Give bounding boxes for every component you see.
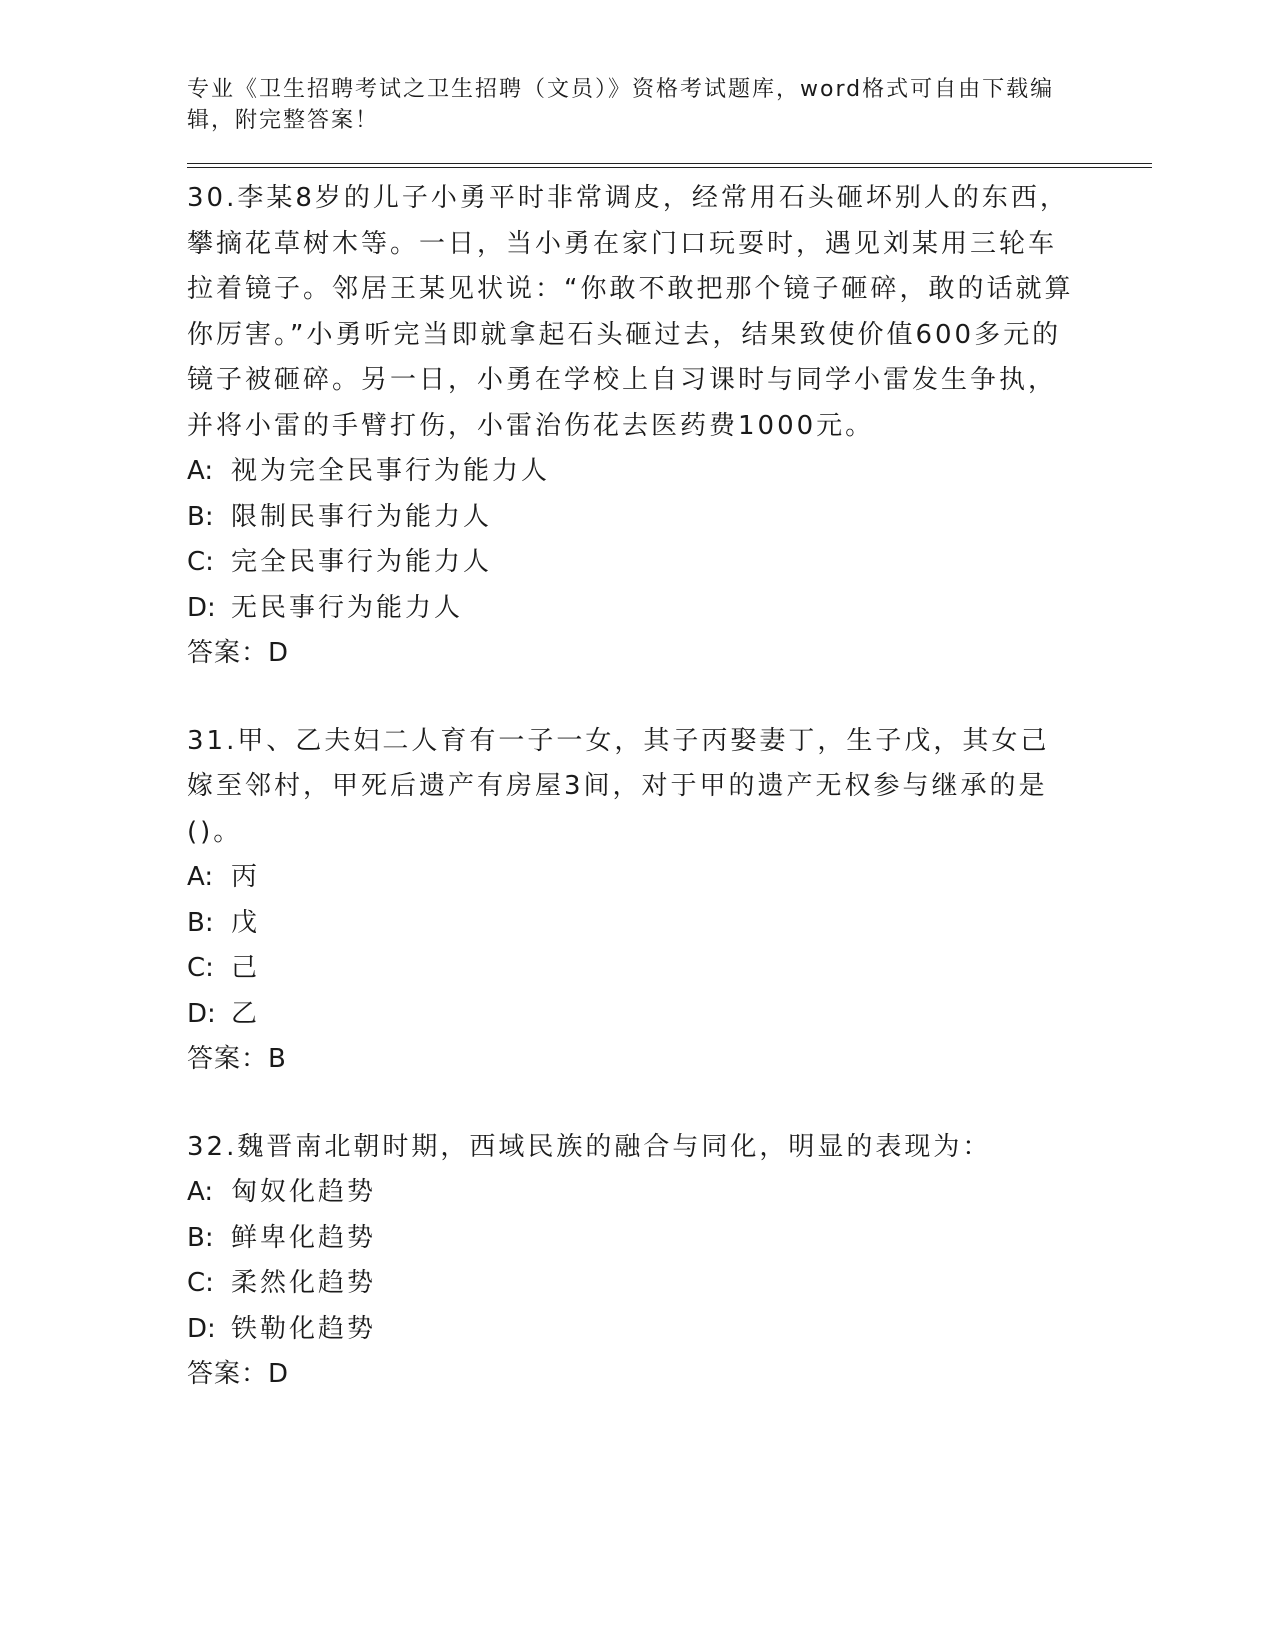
option-key: D:	[187, 998, 216, 1029]
option-text: 限制民事行为能力人	[231, 501, 493, 532]
question-stem: 30.李某8岁的儿子小勇平时非常调皮，经常用石头砸坏别人的东西，攀摘花草树木等。一日，当小勇在家门口玩耍时，遇见刘某用三轮车拉着镜子。邻居王某见状说：“你敢不敢把那个镜子砸碎，敢的话就算你厉害。”小勇听完当即就拿起石头砸过去，结果致使价值600多元的镜子被砸碎。另一日，小勇在学校上自习课时与同学小雷发生争执，并将小雷的手臂打伤，小雷治伤花去医药费1000元。	[187, 183, 1074, 441]
header-divider	[187, 163, 1152, 168]
option-a	[187, 449, 1152, 495]
option-key: B:	[187, 907, 214, 938]
option-text: 乙	[231, 998, 261, 1029]
option-key: A:	[187, 1177, 214, 1207]
option-key: C:	[187, 953, 214, 983]
option-key: B:	[187, 1222, 214, 1253]
option-text: 戊	[231, 907, 261, 938]
option-text: 匈奴化趋势	[231, 1177, 377, 1207]
option-c	[187, 1261, 1152, 1307]
option-b	[187, 495, 1152, 541]
option-text: 视为完全民事行为能力人	[231, 456, 551, 486]
document-page	[187, 74, 1152, 1398]
option-text: 己	[231, 953, 261, 983]
option-text: 鲜卑化趋势	[231, 1222, 377, 1253]
option-key: C:	[187, 1268, 214, 1298]
question-stem: 32.魏晋南北朝时期，西域民族的融合与同化，明显的表现为：	[187, 1131, 992, 1162]
document-header: 专业《卫生招聘考试之卫生招聘（文员）》资格考试题库，word格式可自由下载编辑，附完整答案！	[187, 77, 1055, 133]
question-32	[187, 1125, 1152, 1398]
option-text: 无民事行为能力人	[231, 592, 464, 623]
answer-line: 答案：D	[187, 1359, 290, 1389]
option-text: 完全民事行为能力人	[231, 547, 493, 577]
question-31	[187, 719, 1152, 1083]
option-b	[187, 1216, 1152, 1262]
option-b	[187, 901, 1152, 947]
option-key: A:	[187, 862, 214, 892]
option-key: D:	[187, 592, 216, 623]
option-a	[187, 855, 1152, 901]
option-c	[187, 946, 1152, 992]
answer-line: 答案：B	[187, 1044, 287, 1074]
option-c	[187, 540, 1152, 586]
option-d	[187, 992, 1152, 1038]
option-d	[187, 586, 1152, 632]
option-text: 丙	[231, 862, 261, 892]
option-key: B:	[187, 501, 214, 532]
option-a	[187, 1170, 1152, 1216]
option-text: 柔然化趋势	[231, 1268, 377, 1298]
option-key: C:	[187, 547, 214, 577]
option-key: D:	[187, 1313, 216, 1344]
answer-line: 答案：D	[187, 638, 290, 668]
option-text: 铁勒化趋势	[231, 1313, 377, 1344]
option-key: A:	[187, 456, 214, 486]
option-d	[187, 1307, 1152, 1353]
question-30	[187, 176, 1152, 677]
question-stem: 31.甲、乙夫妇二人育有一子一女，其子丙娶妻丁，生子戊，其女己嫁至邻村，甲死后遗产有房屋3间，对于甲的遗产无权参与继承的是()。	[187, 725, 1050, 847]
